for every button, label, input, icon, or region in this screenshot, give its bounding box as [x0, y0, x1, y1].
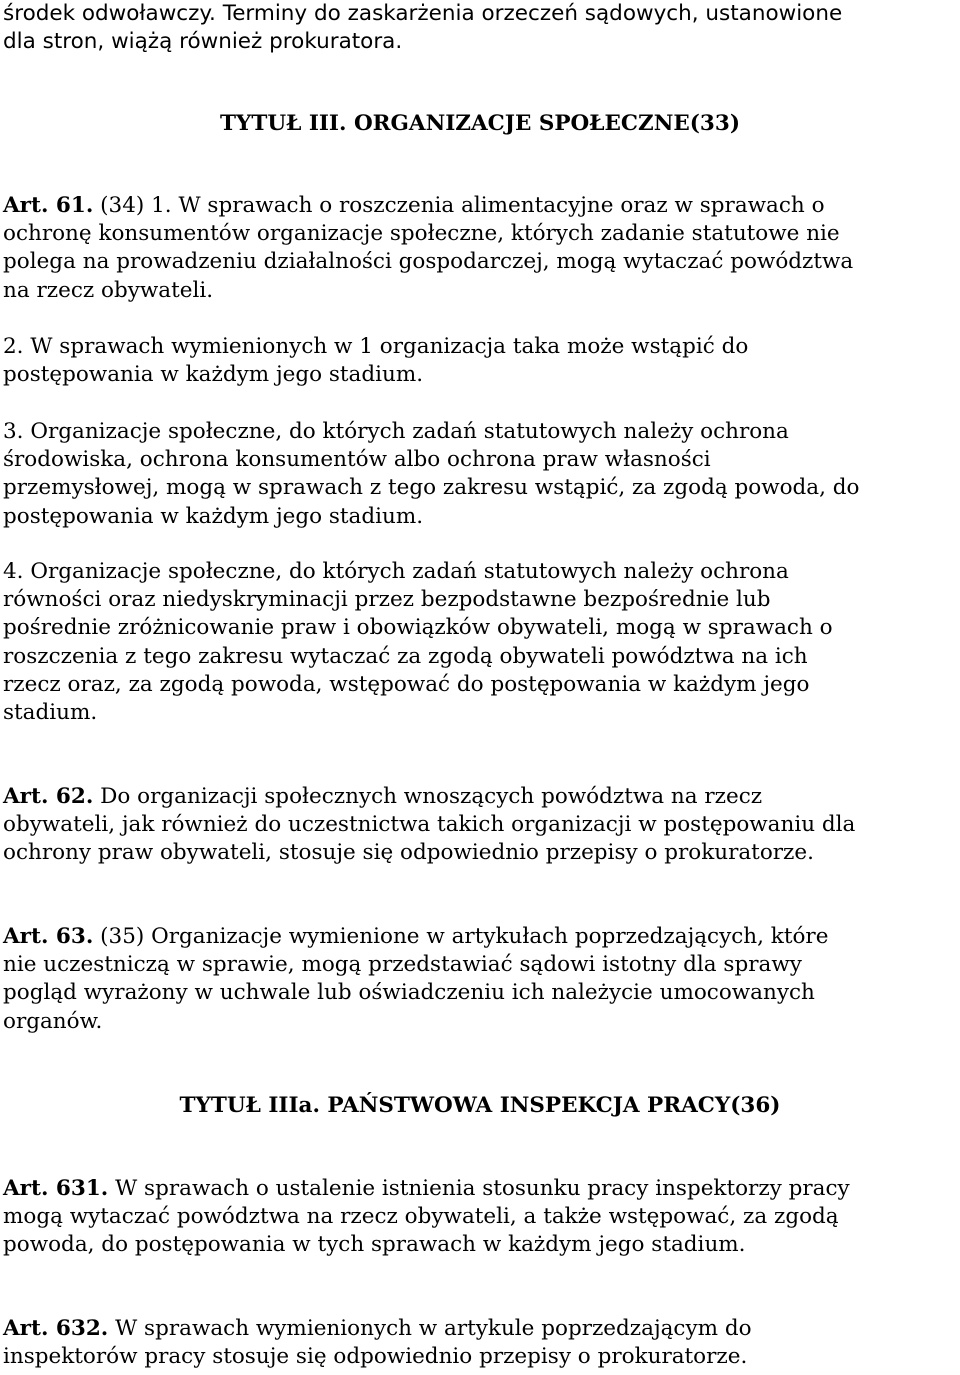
article-62-text: Do organizacji społecznych wnoszących powództwa na rzecz obywateli, jak również do uczestnictwa takich organizacji w postępowaniu dla ochrony praw obywateli, stosuje się odpowiednio przepisy o prokuratorze. [3, 784, 856, 866]
intro-paragraph: środek odwoławczy. Terminy do zaskarżenia orzeczeń sądowych, ustanowione dla stron, wiążą również prokuratora. [3, 1, 843, 55]
article-62-label: Art. 62. [3, 784, 94, 809]
article-632-label: Art. 632. [3, 1316, 109, 1341]
article-61-label: Art. 61. [3, 193, 94, 218]
title-iiia-heading: TYTUŁ IIIa. PAŃSTWOWA INSPEKCJA PRACY(36) [179, 1093, 781, 1118]
article-61-p1-text: (34) 1. W sprawach o roszczenia alimentacyjne oraz w sprawach o ochronę konsumentów organizacje społeczne, których zadanie statutowe nie polega na prowadzeniu działalności gospodarczej, mogą wytaczać powództwa na rzecz obywateli. [3, 193, 854, 303]
article-62-paragraph [3, 783, 960, 868]
article-61-paragraph-1 [3, 192, 960, 305]
title-iii-heading: TYTUŁ III. ORGANIZACJE SPOŁECZNE(33) [219, 111, 741, 136]
article-632-text: W sprawach wymienionych w artykule poprzedzającym do inspektorów pracy stosuje się odpowiednio przepisy o prokuratorze. [3, 1316, 752, 1370]
article-631-paragraph [3, 1175, 960, 1260]
article-63-paragraph [3, 923, 960, 1036]
article-631-text: W sprawach o ustalenie istnienia stosunku pracy inspektorzy pracy mogą wytaczać powództwa na rzecz obywateli, a także wstępować, za zgodą powoda, do postępowania w tych sprawach w każdym jego stadium. [3, 1176, 850, 1258]
article-631-label: Art. 631. [3, 1176, 109, 1201]
article-61-paragraph-3: 3. Organizacje społeczne, do których zadań statutowych należy ochrona środowiska, ochrona konsumentów albo ochrona praw własności przemysłowej, mogą w sprawach z tego zakresu wstąpić, za zgodą powoda, do postępowania w każdym jego stadium. [3, 419, 860, 529]
article-63-text: (35) Organizacje wymienione w artykułach poprzedzających, które nie uczestniczą w sprawie, mogą przedstawiać sądowi istotny dla sprawy pogląd wyrażony w uchwale lub oświadczeniu ich należycie umocowanych organów. [3, 924, 829, 1034]
article-63-label: Art. 63. [3, 924, 94, 949]
article-61-paragraph-2: 2. W sprawach wymienionych w 1 organizacja taka może wstąpić do postępowania w każdym jego stadium. [3, 334, 749, 388]
article-632-paragraph [3, 1315, 960, 1371]
article-61-paragraph-4: 4. Organizacje społeczne, do których zadań statutowych należy ochrona równości oraz niedyskryminacji przez bezpodstawne bezpośrednie lub pośrednie zróżnicowanie praw i obowiązków obywateli, mogą w sprawach o roszczenia z tego zakresu wytaczać za zgodą obywateli powództwa na ich rzecz oraz, za zgodą powoda, wstępować do postępowania w każdym jego stadium. [3, 559, 833, 726]
